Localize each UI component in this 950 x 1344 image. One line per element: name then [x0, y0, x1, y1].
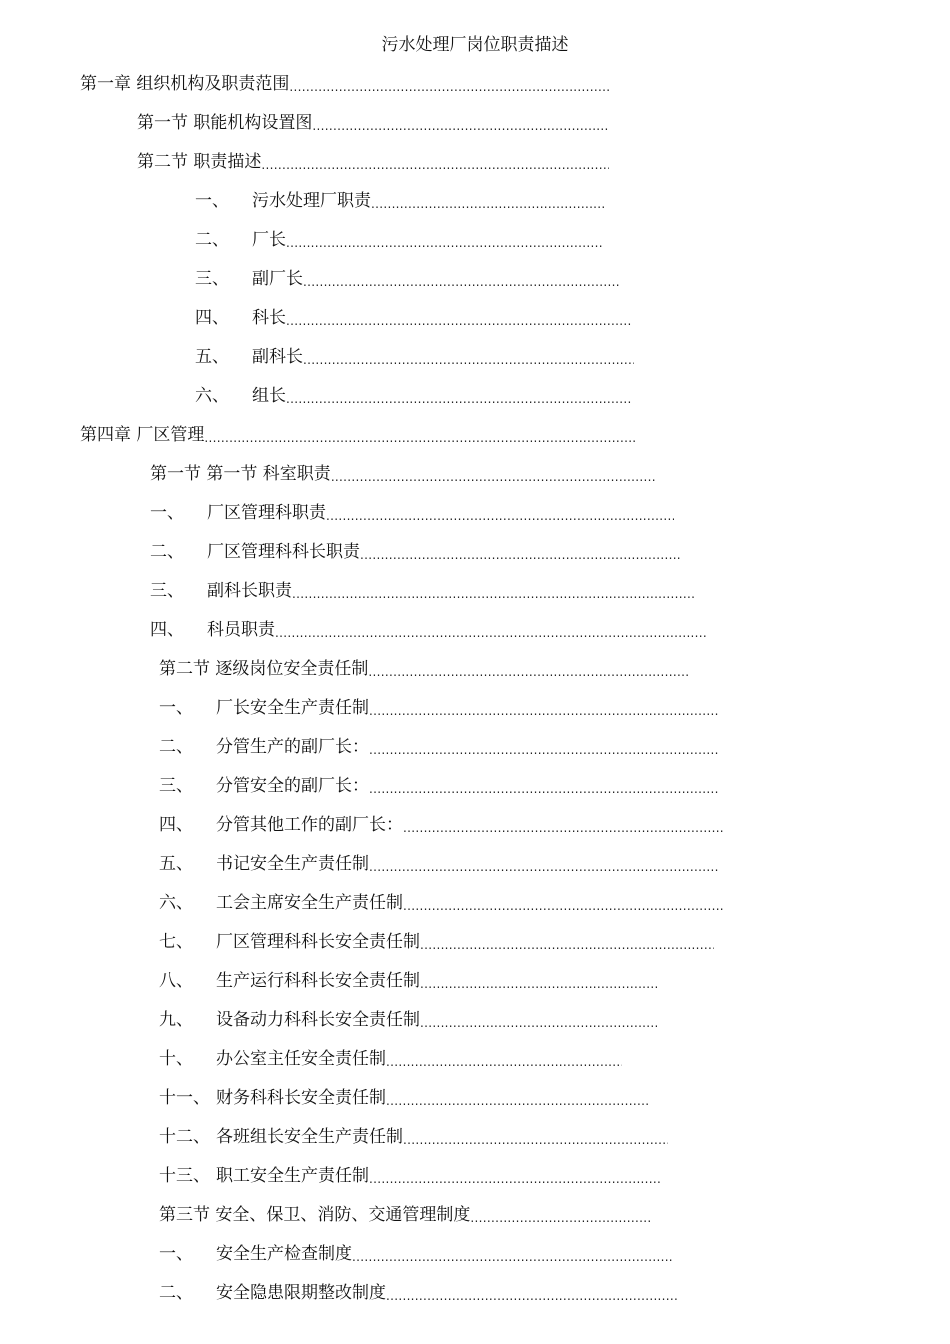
toc-label: 第一节 职能机构设置图 [137, 113, 313, 133]
toc-item [195, 307, 631, 329]
toc-leader [386, 1087, 650, 1109]
toc-label: 组长 [252, 386, 286, 406]
toc-label: 办公室主任安全责任制 [216, 1049, 386, 1069]
toc-leader [286, 229, 602, 251]
toc-label: 分管安全的副厂长： [216, 776, 369, 796]
toc-item [159, 1048, 622, 1070]
toc-number: 十二、 [159, 1127, 210, 1147]
toc-leader [420, 970, 657, 992]
toc-leader [420, 931, 714, 953]
toc-label: 安全生产检查制度 [216, 1244, 352, 1264]
toc-number: 三、 [195, 269, 229, 289]
toc-label: 副厂长 [252, 269, 303, 289]
toc-label: 第二节 职责描述 [137, 152, 262, 172]
toc-label: 分管其他工作的副厂长： [216, 815, 403, 835]
toc-item [159, 1243, 672, 1265]
toc-number: 十、 [159, 1049, 193, 1069]
toc-leader [369, 697, 718, 719]
toc-label: 工会主席安全生产责任制 [216, 893, 403, 913]
toc-section [159, 1204, 652, 1226]
toc-leader [275, 619, 707, 641]
toc-item [195, 190, 605, 212]
toc-label: 厂长安全生产责任制 [216, 698, 369, 718]
toc-leader [369, 736, 718, 758]
document-title: 污水处理厂岗位职责描述 [381, 35, 569, 55]
toc-item [159, 970, 657, 992]
toc-number: 八、 [159, 971, 193, 991]
toc-leader [386, 1282, 679, 1304]
toc-item [195, 385, 631, 407]
toc-item [195, 268, 620, 290]
toc-number: 十三、 [159, 1166, 210, 1186]
toc-leader [403, 1126, 668, 1148]
toc-label: 第二节 逐级岗位安全责任制 [159, 659, 369, 679]
toc-number: 七、 [159, 932, 193, 952]
toc-item [159, 1126, 668, 1148]
toc-number: 二、 [150, 542, 184, 562]
toc-label: 安全隐患限期整改制度 [216, 1283, 386, 1303]
toc-item [150, 502, 674, 524]
toc-label: 副科长 [252, 347, 303, 367]
toc-item [150, 541, 680, 563]
toc-label: 第四章 厂区管理 [80, 425, 205, 445]
toc-section [159, 658, 689, 680]
toc-label: 职工安全生产责任制 [216, 1166, 369, 1186]
toc-leader [403, 892, 725, 914]
toc-item [159, 853, 718, 875]
toc-number: 九、 [159, 1010, 193, 1030]
toc-number: 四、 [159, 815, 193, 835]
toc-item [159, 1087, 650, 1109]
toc-section [137, 112, 609, 134]
toc-leader [303, 268, 620, 290]
toc-number: 十一、 [159, 1088, 210, 1108]
toc-leader [261, 151, 609, 173]
toc-leader [331, 463, 656, 485]
toc-leader [292, 580, 696, 602]
toc-section [150, 463, 656, 485]
toc-item [159, 931, 714, 953]
toc-number: 一、 [195, 191, 229, 211]
toc-number: 三、 [150, 581, 184, 601]
toc-number: 一、 [150, 503, 184, 523]
toc-number: 五、 [195, 347, 229, 367]
toc-number: 一、 [159, 698, 193, 718]
toc-label: 财务科科长安全责任制 [216, 1088, 386, 1108]
toc-label: 厂长 [252, 230, 286, 250]
toc-label: 分管生产的副厂长： [216, 737, 369, 757]
toc-item [159, 814, 725, 836]
toc-label: 书记安全生产责任制 [216, 854, 369, 874]
toc-number: 二、 [195, 230, 229, 250]
toc-number: 六、 [195, 386, 229, 406]
toc-item [150, 580, 696, 602]
toc-number: 四、 [150, 620, 184, 640]
toc-leader [369, 853, 718, 875]
toc-item [159, 736, 718, 758]
toc-leader [369, 1165, 661, 1187]
toc-label: 科员职责 [207, 620, 275, 640]
toc-item [195, 346, 634, 368]
toc-leader [303, 346, 634, 368]
toc-number: 一、 [159, 1244, 193, 1264]
toc-leader [286, 385, 631, 407]
toc-leader [204, 424, 637, 446]
toc-leader [312, 112, 609, 134]
toc-item [150, 619, 707, 641]
toc-item [159, 892, 725, 914]
toc-label: 第一节 第一节 科室职责 [150, 464, 331, 484]
toc-label: 污水处理厂职责 [252, 191, 371, 211]
toc-leader [470, 1204, 652, 1226]
toc-label: 生产运行科科长安全责任制 [216, 971, 420, 991]
toc-leader [369, 775, 718, 797]
toc-leader [420, 1009, 657, 1031]
toc-leader [326, 502, 674, 524]
toc-leader [289, 73, 610, 95]
toc-label: 设备动力科科长安全责任制 [216, 1010, 420, 1030]
toc-label: 各班组长安全生产责任制 [216, 1127, 403, 1147]
toc-label: 厂区管理科科长职责 [207, 542, 360, 562]
toc-label: 第三节 安全、保卫、消防、交通管理制度 [159, 1205, 471, 1225]
toc-item [159, 1165, 661, 1187]
toc-item [195, 229, 602, 251]
toc-leader [386, 1048, 622, 1070]
toc-label: 科长 [252, 308, 286, 328]
toc-number: 六、 [159, 893, 193, 913]
toc-leader [371, 190, 605, 212]
toc-item [159, 775, 718, 797]
toc-chapter-4 [80, 424, 637, 446]
toc-number: 五、 [159, 854, 193, 874]
toc-label: 厂区管理科科长安全责任制 [216, 932, 420, 952]
toc-number: 四、 [195, 308, 229, 328]
toc-number: 三、 [159, 776, 193, 796]
toc-chapter-1 [80, 73, 610, 95]
toc-item [159, 697, 718, 719]
toc-item [159, 1009, 657, 1031]
toc-label: 第一章 组织机构及职责范围 [80, 74, 290, 94]
toc-leader [368, 658, 689, 680]
toc-item [159, 1282, 679, 1304]
toc-label: 厂区管理科职责 [207, 503, 326, 523]
toc-number: 二、 [159, 1283, 193, 1303]
toc-number: 二、 [159, 737, 193, 757]
toc-label: 副科长职责 [207, 581, 292, 601]
toc-leader [352, 1243, 672, 1265]
toc-leader [360, 541, 680, 563]
toc-leader [403, 814, 725, 836]
toc-section [137, 151, 609, 173]
toc-leader [286, 307, 631, 329]
